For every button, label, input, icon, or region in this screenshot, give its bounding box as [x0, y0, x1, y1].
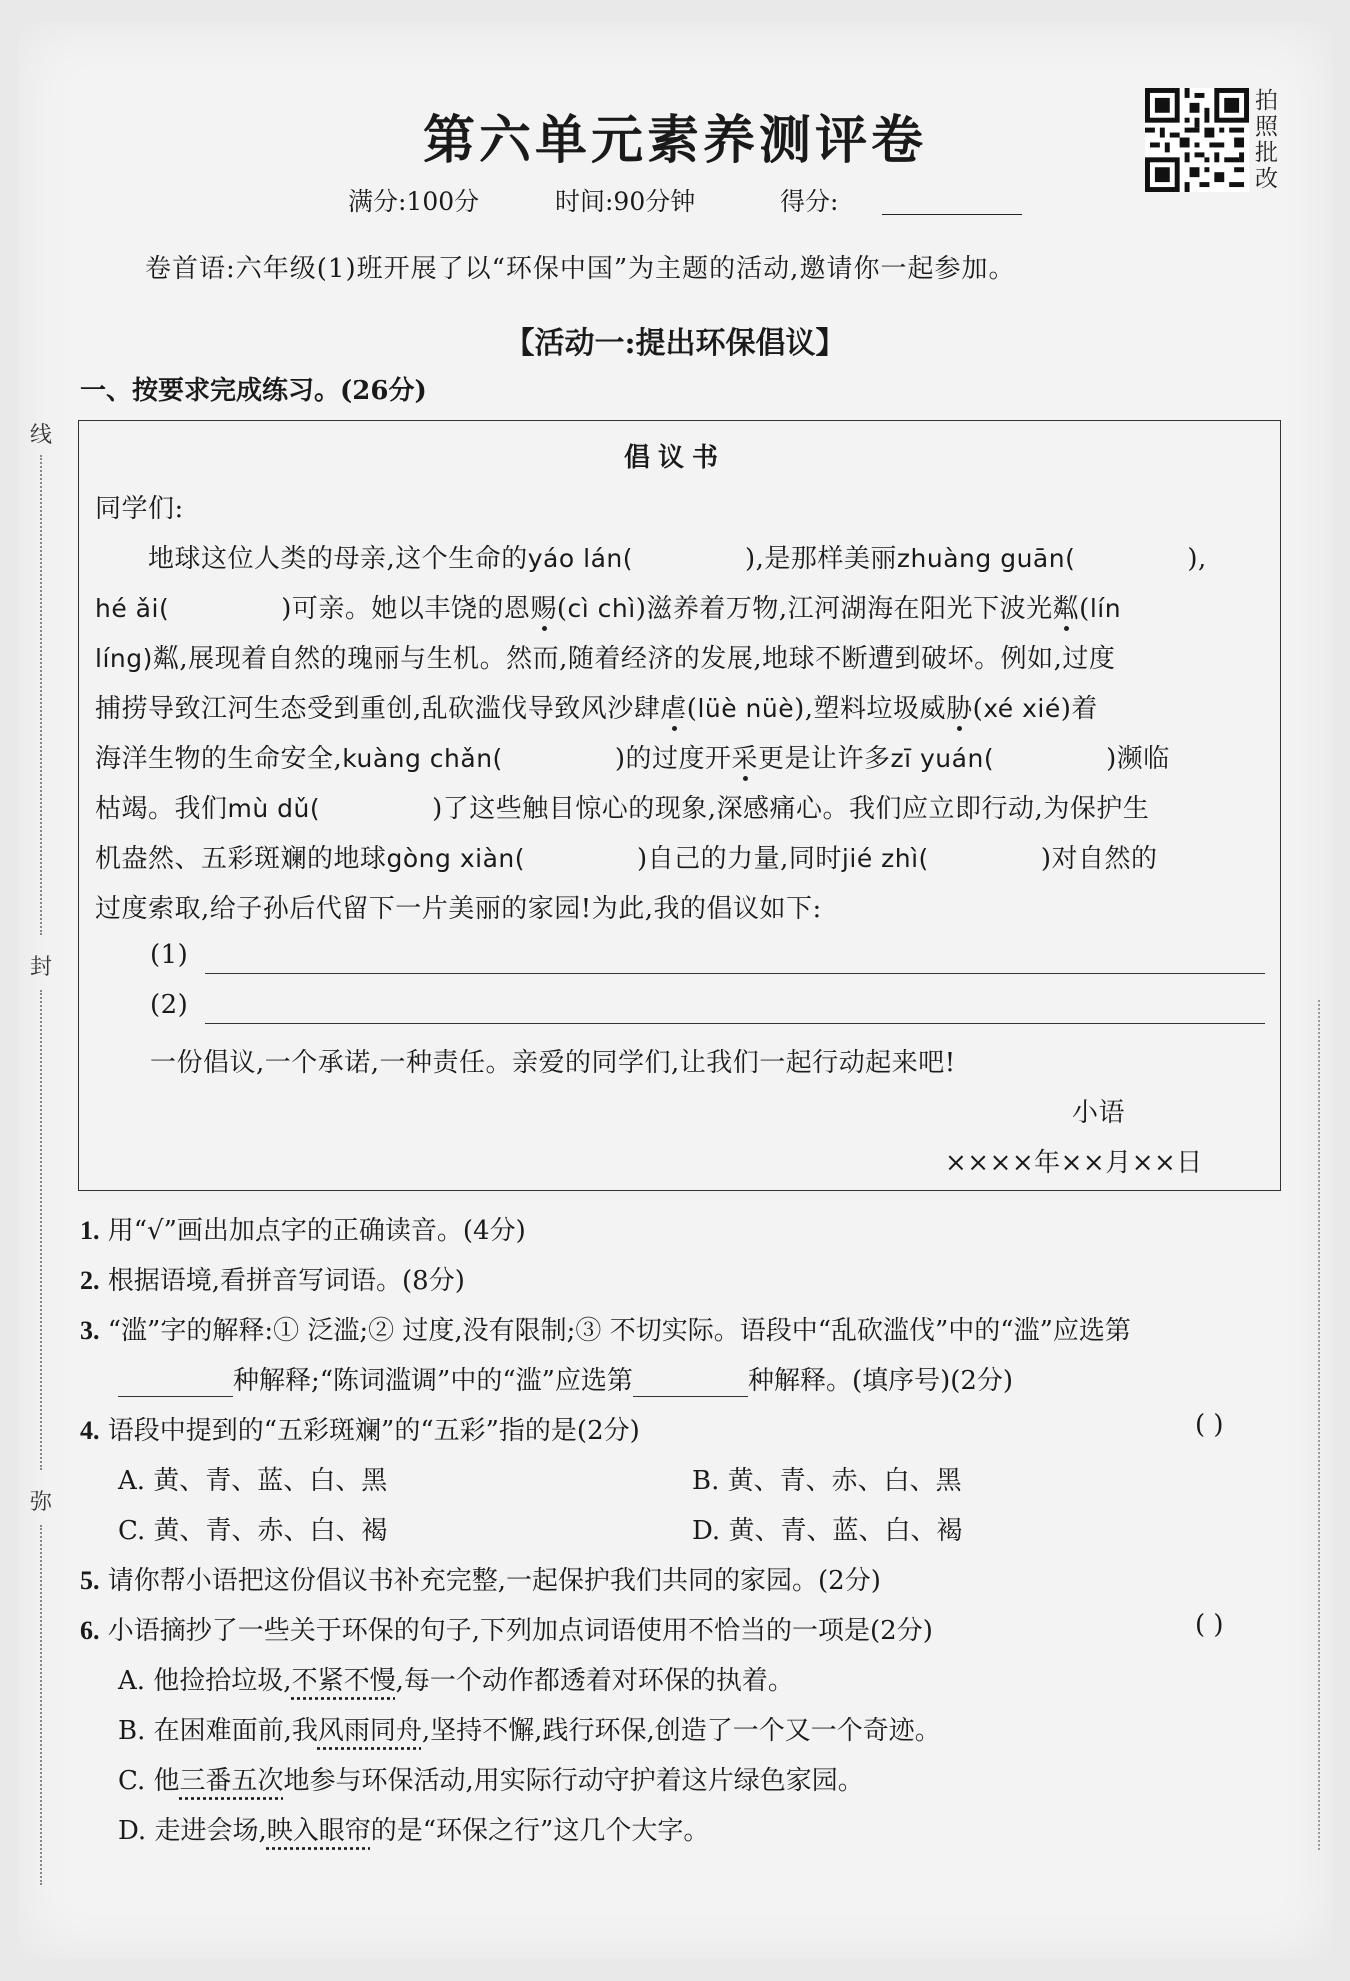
closing-line: 一份倡议,一个承诺,一种责任。亲爱的同学们,让我们一起行动起来吧! — [150, 1048, 956, 1078]
score-label: 得分: — [780, 187, 839, 216]
score-field[interactable] — [882, 214, 1022, 215]
question-4: 4. 语段中提到的“五彩斑斓”的“五彩”指的是(2分) — [80, 1416, 640, 1446]
letter-line-6: 枯竭。我们mù dǔ( )了这些触目惊心的现象,深感痛心。我们应立即行动,为保护生 — [95, 794, 1150, 824]
question-5: 5. 请你帮小语把这份倡议书补充完整,一起保护我们共同的家园。(2分) — [80, 1566, 881, 1596]
q4-option-b[interactable]: B. 黄、青、赤、白、黑 — [692, 1466, 962, 1496]
q6-option-d[interactable]: D. 走进会场,映入眼帘的是“环保之行”这几个大字。 — [118, 1816, 710, 1846]
activity-heading: 【活动一:提出环保倡议】 — [504, 326, 846, 361]
signer: 小语 — [1072, 1098, 1126, 1128]
greeting: 同学们: — [95, 494, 184, 524]
question-1: 1. 用“√”画出加点字的正确读音。(4分) — [80, 1216, 526, 1246]
q4-option-d[interactable]: D. 黄、青、蓝、白、褐 — [692, 1516, 963, 1546]
q6-option-c[interactable]: C. 他三番五次地参与环保活动,用实际行动守护着这片绿色家园。 — [118, 1766, 864, 1796]
letter-line-7: 机盎然、五彩斑斓的地球gòng xiàn( )自己的力量,同时jié zhì( )对自然的 — [95, 844, 1158, 874]
page-title: 第六单元素养测评卷 — [422, 110, 927, 171]
question-6: 6. 小语摘抄了一些关于环保的句子,下列加点词语使用不恰当的一项是(2分) — [80, 1616, 933, 1646]
question-2: 2. 根据语境,看拼音写词语。(8分) — [80, 1266, 465, 1296]
letter-date: ××××年××月××日 — [945, 1148, 1203, 1178]
full-score: 满分:100分 — [348, 187, 480, 216]
question-3: 3. “滥”字的解释:① 泛滥;② 过度,没有限制;③ 不切实际。语段中“乱砍滥伐”中的“滥”应选第 — [80, 1316, 1131, 1346]
side-label-seal: 封 — [30, 955, 53, 980]
binding-dotted-line — [40, 990, 42, 1470]
letter-line-5: 海洋生物的生命安全,kuàng chǎn( )的过度开采更是让许多zī yuán( )濒临 — [95, 738, 1170, 775]
proposal-item-2-label: (2) — [150, 990, 189, 1020]
proposal-item-1-input[interactable] — [205, 973, 1265, 974]
letter-line-3: líng)粼,展现着自然的瑰丽与生机。然而,随着经济的发展,地球不断遭到破坏。例如,过度 — [95, 644, 1116, 674]
q3-answer-2[interactable] — [633, 1366, 748, 1397]
question-3-line-2: 种解释;“陈词滥调”中的“滥”应选第 种解释。(填序号)(2分) — [118, 1360, 1013, 1397]
intro-text: 卷首语:六年级(1)班开展了以“环保中国”为主题的活动,邀请你一起参加。 — [145, 254, 1016, 284]
letter-line-4: 捕捞导致江河生态受到重创,乱砍滥伐导致风沙肆虐(lüè nüè),塑料垃圾威胁(xé xié)着 — [95, 688, 1098, 725]
q6-option-a[interactable]: A. 他捡拾垃圾,不紧不慢,每一个动作都透着对环保的执着。 — [118, 1666, 794, 1696]
letter-line-8: 过度索取,给子孙后代留下一片美丽的家园!为此,我的倡议如下: — [95, 894, 822, 924]
binding-dotted-line — [40, 1525, 42, 1885]
qr-code-icon[interactable] — [1145, 88, 1249, 192]
proposal-item-2-input[interactable] — [205, 1023, 1265, 1024]
exam-time: 时间:90分钟 — [555, 187, 696, 216]
q4-option-a[interactable]: A. 黄、青、蓝、白、黑 — [118, 1466, 388, 1496]
q6-option-b[interactable]: B. 在困难面前,我风雨同舟,坚持不懈,践行环保,创造了一个又一个奇迹。 — [118, 1716, 941, 1746]
q6-answer-paren[interactable]: ( ) — [1195, 1610, 1224, 1640]
proposal-title: 倡议书 — [623, 443, 726, 473]
letter-line-2: hé ǎi( )可亲。她以丰饶的恩赐(cì chì)滋养着万物,江河湖海在阳光下波光粼(lín — [95, 588, 1121, 625]
q4-option-c[interactable]: C. 黄、青、赤、白、褐 — [118, 1516, 388, 1546]
q4-answer-paren[interactable]: ( ) — [1195, 1410, 1224, 1440]
side-label-close: 弥 — [30, 1490, 53, 1515]
proposal-item-1-label: (1) — [150, 940, 189, 970]
section-heading: 一、按要求完成练习。(26分) — [80, 376, 427, 406]
letter-line-1: 地球这位人类的母亲,这个生命的yáo lán( ),是那样美丽zhuàng guān( ), — [148, 544, 1207, 574]
q3-answer-1[interactable] — [118, 1366, 233, 1397]
qr-caption: 拍照批改 — [1255, 88, 1278, 192]
right-dotted-line — [1318, 1000, 1320, 1850]
binding-dotted-line — [40, 455, 42, 935]
side-label-line: 线 — [30, 423, 53, 448]
